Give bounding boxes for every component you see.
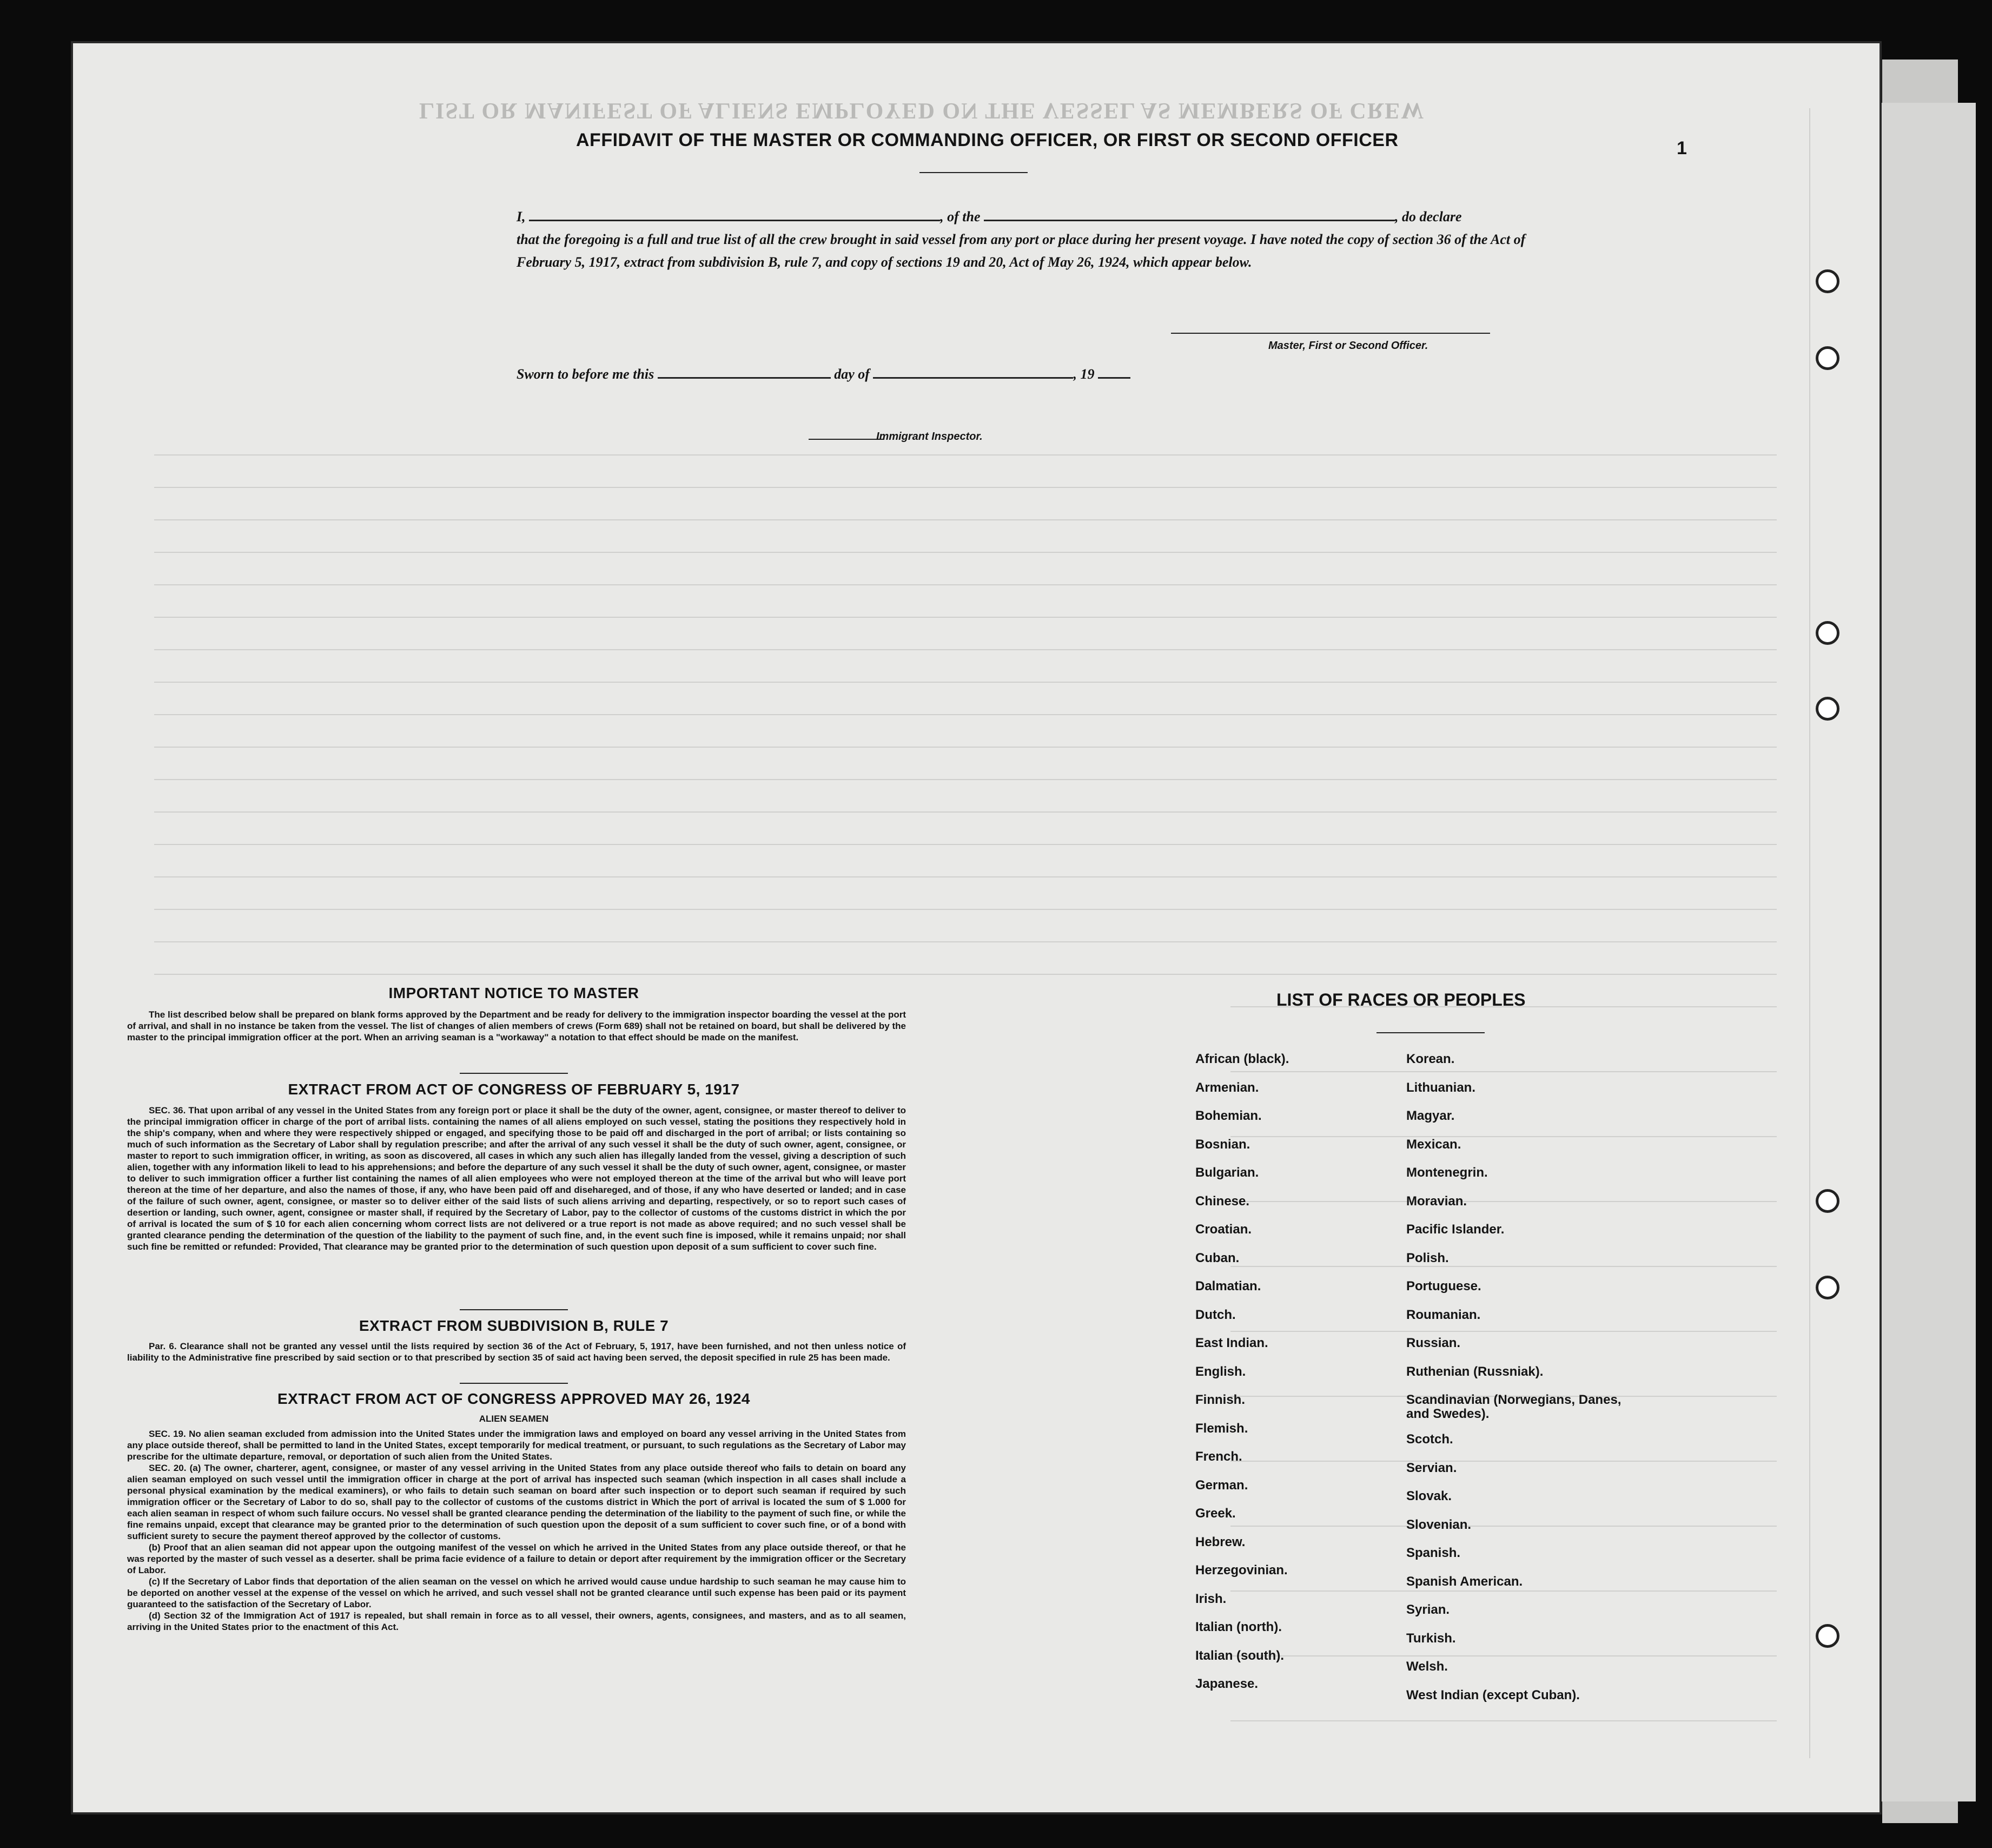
ghost-rule xyxy=(154,682,1777,683)
race-item: English. xyxy=(1195,1364,1246,1379)
sec-20b-text: (b) Proof that an alien seaman did not appear upon the outgoing manifest of the vessel on which he arrived in the United States from any place outside thereof, or that he was reported by the master of such vessel as a deserter. shall be prima facie evidence of a failure to detain or deport after requirement by the immigration officer or the Secretary of Labor. xyxy=(127,1542,906,1575)
title-rule xyxy=(919,172,1028,173)
ghost-rule xyxy=(154,454,1777,456)
officer-name-field[interactable] xyxy=(529,208,940,221)
affidavit-body xyxy=(517,206,1566,274)
race-item: Italian (south). xyxy=(1195,1648,1284,1663)
race-item: Russian. xyxy=(1406,1336,1461,1350)
notice-title: IMPORTANT NOTICE TO MASTER xyxy=(388,985,639,1001)
affidavit-statement: that the foregoing is a full and true list of all the crew brought in said vessel from any port or place during her present voyage. I have noted the copy of section 36 of the Act of February 5, 1917, extract from subdivision B, rule 7, and copy of sections 19 and 20, Act of May 26, 1924, which appear below. xyxy=(517,232,1526,270)
punch-hole xyxy=(1816,621,1839,645)
master-signature-label: Master, First or Second Officer. xyxy=(1268,340,1428,352)
affidavit-title: AFFIDAVIT OF THE MASTER OR COMMANDING OFFICER, OR FIRST OR SECOND OFFICER xyxy=(576,130,1399,150)
race-item: West Indian (except Cuban). xyxy=(1406,1687,1580,1702)
race-item: Magyar. xyxy=(1406,1108,1455,1123)
sworn-month-field[interactable] xyxy=(873,365,1073,379)
race-item: Roumanian. xyxy=(1406,1307,1481,1322)
race-item: Dalmatian. xyxy=(1195,1279,1261,1293)
notice-text: The list described below shall be prepared on blank forms approved by the Department and be ready for delivery to the immigration inspector boarding the vessel at the port of arrival, and shall in no instance be taken from the vessel. The list of changes of alien members of crews (Form 689) shall not be retained on board, but shall be delivered by the master to the principal immigration officer at the port. When an arriving seaman is a "workaway" a notation to that effect should be made on the manifest. xyxy=(127,1009,906,1042)
races-column-2 xyxy=(1406,1052,1633,1717)
inspector-signature-label: Immigrant Inspector. xyxy=(876,431,983,443)
ghost-rule xyxy=(154,974,1777,975)
ghost-rule xyxy=(154,779,1777,780)
inspector-signature-line[interactable] xyxy=(809,439,884,440)
sworn-day-field[interactable] xyxy=(658,365,831,379)
section-rule xyxy=(460,1073,568,1074)
race-item: Moravian. xyxy=(1406,1193,1467,1209)
ghost-rule xyxy=(1230,1720,1777,1721)
section-rule xyxy=(460,1309,568,1310)
race-item: Scotch. xyxy=(1406,1432,1453,1447)
race-item: Bulgarian. xyxy=(1195,1165,1259,1180)
ghost-rule xyxy=(154,487,1777,488)
race-item: Croatian. xyxy=(1195,1222,1252,1237)
race-item: Ruthenian (Russniak). xyxy=(1406,1364,1544,1379)
extract-1917-text: SEC. 36. That upon arribal of any vessel in the United States from any foreign port or place it shall be the duty of the owner, agent, consignee, or master thereof to deliver to the principal immigration officer in charge of the port of arribal lists. containing the names of all aliens employed on such vessel, stating the positions they respectively hold in the ship's company, when and where they were respectively shipped or engaged, and specifying those to be paid off and discharged in the port of arribal; or lists containing so much of such information as the Secretary of Labor shall by regulation prescribe; and after the arrival of any such vessel it shall be the duty of such owner, agent, consignee, or master to report to such immigration officer, in writing, as soon as discovered, all cases in which any such alien has illegally landed from the vessel, giving a description of such alien, together with any information likeli to lead to his apprehensions; and before the departure of any such vessel it shall be the duty of such owner, agent, consignee, or master to deliver to such immigration officer a further list containing the names of all alien employees who were not employed thereon at the time of the arrival but who will leave port thereon at the time of her departure, and also the names of those, if any, who have been paid off and disehareged, and of those, if any who have deserted or landed; and in case of the failure of such owner, agent, consignee, or master so to deliver either of the said lists of such aliens arriving and departing, respectively, or so to report such cases of desertion or landing, such owner, agent, consignee or master shall, if required by the Secretary of Labor, pay to the collector of customs of the customs district in which the por of arrival is located the sum of $ 10 for each alien concerning whom correct lists are not delivered or a true report is not made as above required; and no such vessel shall be granted clearance pending the determination of the question of the liability to the payment of such fine, and, in the event such fine is imposed, while it remains unpaid; nor shall such fine be remitted or refunded: Provided, That clearance may be granted prior to the determination of such question upon deposit of a sum sufficient to cover such fine. xyxy=(127,1105,906,1252)
race-item: Portuguese. xyxy=(1406,1279,1481,1293)
race-item: Polish. xyxy=(1406,1250,1449,1265)
subdivision-b-title: EXTRACT FROM SUBDIVISION B, RULE 7 xyxy=(359,1317,669,1334)
race-item: Syrian. xyxy=(1406,1602,1450,1617)
vessel-name-field[interactable] xyxy=(984,208,1395,221)
race-item: Montenegrin. xyxy=(1406,1165,1488,1180)
punch-hole xyxy=(1816,269,1839,293)
race-item: Greek. xyxy=(1195,1506,1236,1521)
sec-20a-text: SEC. 20. (a) The owner, charterer, agent, consignee, or master of any vessel arriving in the United States from any place outside thereof who fails to detain on board any alien seaman employed on such vessel until the immigration officer in charge at the port of arrival has inspected such seaman (which inspection in all cases shall include a personal physical examination by the medical examiners), or who fails to detain such seaman on board after such inspection or to deport such seaman if required by such immigration officer or the Secretary of Labor to do so, shall pay to the collector of customs of the customs district in Which the port of arrival is located the sum of $ 1.000 for each alien seaman in respect of whom such failure occurs. No vessel shall be granted clearance pending the determination of the liability to the payment of such fine, or while the fine remains unpaid, except that clearance may be granted prior to the determination of such question upon the deposit of a sum sufficient to cover such fine, or of a bond with sufficient surety to secure the payment thereof approved by the collector of customs. xyxy=(127,1463,906,1541)
race-item: Armenian. xyxy=(1195,1080,1259,1095)
punch-hole xyxy=(1816,1276,1839,1299)
sworn-day-of: day of xyxy=(834,366,870,382)
race-item: Korean. xyxy=(1406,1052,1455,1066)
ghost-rule xyxy=(154,941,1777,942)
races-title-rule xyxy=(1376,1032,1485,1033)
ghost-rule xyxy=(154,747,1777,748)
race-item: Dutch. xyxy=(1195,1307,1236,1322)
ghost-rule xyxy=(154,811,1777,813)
race-item: Italian (north). xyxy=(1195,1620,1282,1634)
alien-seamen-subtitle: ALIEN SEAMEN xyxy=(479,1414,549,1424)
sec-20c-text: (c) If the Secretary of Labor finds that deportation of the alien seaman on the vessel on which he arrived would cause undue hardship to such seaman he may cause him to be deported on another vessel at the expense of the vessel on which he arrived, and such vessel shall not be granted clearance until such expense has been paid or its payment guaranteed to the satisfaction of the Secretary of Labor. xyxy=(127,1576,906,1609)
race-item: French. xyxy=(1195,1449,1242,1464)
race-item: Lithuanian. xyxy=(1406,1080,1475,1095)
page-number: 1 xyxy=(1677,138,1687,159)
sec-19-text: SEC. 19. No alien seaman excluded from admission into the United States under the immigration laws and employed on board any vessel arriving in the United States from any place outside thereof, shall be permitted to land in the United States, except temporarily for medical treatment, or pursuant, to such regulations as the Secretary of Labor may prescribe for the ultimate departure, removal, or deportation of such alien from the United States. xyxy=(127,1429,906,1462)
punch-hole xyxy=(1816,346,1839,370)
extract-1924-title: EXTRACT FROM ACT OF CONGRESS APPROVED MAY 26, 1924 xyxy=(277,1390,750,1407)
race-item: German. xyxy=(1195,1477,1248,1493)
ghost-rule xyxy=(154,617,1777,618)
race-item: Flemish. xyxy=(1195,1421,1248,1436)
declare-do-declare: , do declare xyxy=(1395,209,1462,225)
sworn-line xyxy=(517,365,1130,382)
race-item: Chinese. xyxy=(1195,1193,1250,1209)
ghost-rule xyxy=(154,552,1777,553)
punch-hole xyxy=(1816,1624,1839,1648)
declare-i: I, xyxy=(517,209,526,225)
race-item: African (black). xyxy=(1195,1052,1289,1066)
extract-1917-title: EXTRACT FROM ACT OF CONGRESS OF FEBRUARY 5, 1917 xyxy=(288,1081,740,1098)
race-item: Herzegovinian. xyxy=(1195,1563,1288,1578)
race-item: Spanish American. xyxy=(1406,1574,1523,1589)
declare-of-the: , of the xyxy=(940,209,981,225)
race-item: Pacific Islander. xyxy=(1406,1222,1505,1237)
race-item: Bosnian. xyxy=(1195,1137,1250,1152)
sworn-text: Sworn to before me this xyxy=(517,366,654,382)
ghost-rule xyxy=(154,584,1777,585)
master-signature-line[interactable] xyxy=(1171,333,1490,334)
race-item: Irish. xyxy=(1195,1591,1227,1606)
section-rule xyxy=(460,1383,568,1384)
race-item: Finnish. xyxy=(1195,1392,1245,1407)
ghost-rule-vertical xyxy=(1809,108,1810,1758)
race-item: Hebrew. xyxy=(1195,1534,1246,1549)
race-item: Cuban. xyxy=(1195,1250,1240,1265)
races-title: LIST OF RACES OR PEOPLES xyxy=(1276,990,1526,1009)
ghost-rule xyxy=(154,876,1777,877)
race-item: Slovak. xyxy=(1406,1489,1452,1503)
ghost-rule xyxy=(154,844,1777,845)
race-item: Mexican. xyxy=(1406,1137,1461,1152)
race-item: Scandinavian (Norwegians, Danes, and Swedes). xyxy=(1406,1392,1622,1421)
bleed-through-heading: LIST OR MANIFEST OF ALIENS EMPLOYED ON THE VESSEL AS MEMBERS OF CREW xyxy=(419,98,1425,123)
race-item: Welsh. xyxy=(1406,1659,1448,1674)
race-item: Spanish. xyxy=(1406,1546,1461,1560)
ghost-rule xyxy=(154,909,1777,910)
punch-hole xyxy=(1816,697,1839,721)
affidavit-declare-line xyxy=(517,206,1566,228)
sworn-year-prefix: , 19 xyxy=(1073,366,1095,382)
race-item: Slovenian. xyxy=(1406,1517,1472,1532)
manifest-page xyxy=(73,43,1880,1812)
races-column-1 xyxy=(1195,1052,1374,1706)
race-item: Turkish. xyxy=(1406,1631,1456,1646)
sec-20d-text: (d) Section 32 of the Immigration Act of 1917 is repealed, but shall remain in force as to all vessel, their owners, agents, consignees, and masters, and as to all seamen, arriving in the United States prior to the enactment of this Act. xyxy=(127,1611,906,1632)
punch-hole xyxy=(1816,1189,1839,1213)
ghost-rule xyxy=(154,519,1777,520)
race-item: Japanese. xyxy=(1195,1677,1259,1691)
race-item: East Indian. xyxy=(1195,1336,1268,1350)
sworn-year-field[interactable] xyxy=(1098,365,1130,379)
ghost-rule xyxy=(154,714,1777,715)
race-item: Servian. xyxy=(1406,1460,1457,1475)
race-item: Bohemian. xyxy=(1195,1108,1262,1123)
subdivision-b-text: Par. 6. Clearance shall not be granted any vessel until the lists required by section 36 of the Act of February, 5, 1917, have been furnished, and not then unless notice of liability to the Administrative fine prescribed by said section or to that prescribed by section 35 of said act having been served, the deposit specified in rule 25 has been made. xyxy=(127,1341,906,1363)
extract-1924-sections xyxy=(127,1428,906,1633)
ghost-rule xyxy=(154,649,1777,650)
